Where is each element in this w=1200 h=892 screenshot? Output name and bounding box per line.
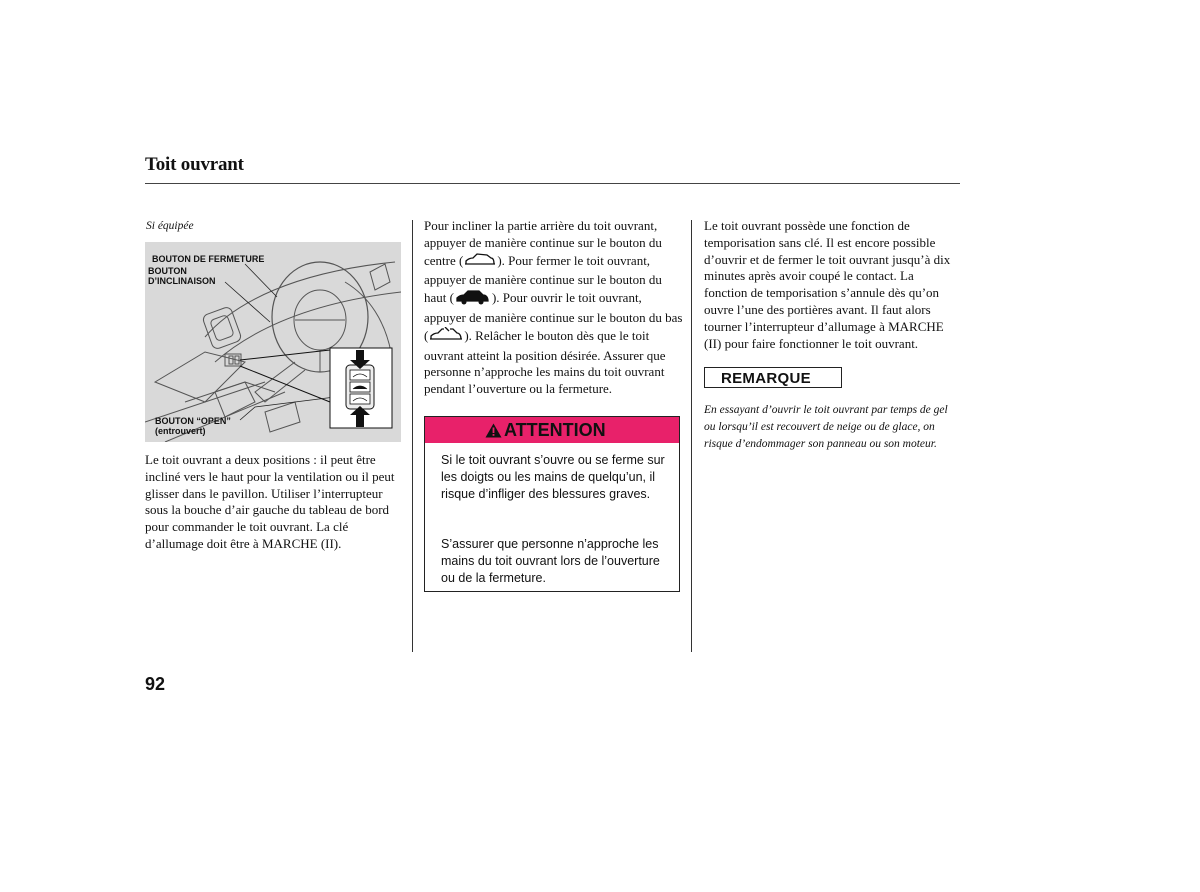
sunroof-operation-paragraph — [424, 218, 684, 398]
car-closed-icon — [454, 289, 492, 310]
sunroof-positions-paragraph: Le toit ouvrant a deux positions : il peut être incliné vers le haut pour la ventilation ou il peut glisser dans le pavillon. Utiliser l’interrupteur sous la bouche d’air gauche du tableau de bord pour commander le toit ouvrant. La clé d’allumage doit être à MARCHE (II). — [145, 452, 395, 551]
car-open-icon — [428, 327, 464, 348]
remarque-label: REMARQUE — [704, 367, 842, 388]
page-title: Toit ouvrant — [145, 154, 244, 175]
operation-text-4: ). Relâcher le bouton dès que le toit ouvrant atteint la position désirée. Assurer que personne n’approche les mains du toit ouvrant pendant l’ouverture ou la fermeture. — [424, 327, 666, 397]
figure-label-open-button: BOUTON “OPEN” (entrouvert) — [155, 416, 231, 436]
column-divider-2 — [691, 220, 692, 652]
figure-label-tilt-button: BOUTON D’INCLINAISON — [148, 266, 216, 286]
attention-paragraph-1: Si le toit ouvrant s’ouvre ou se ferme sur les doigts ou les mains de quelqu’un, il risque d’infliger des blessures graves. — [441, 453, 665, 501]
car-tilt-icon — [463, 252, 497, 273]
remarque-note: En essayant d’ouvrir le toit ouvrant par temps de gel ou lorsqu’il est recouvert de neige ou de glace, on risque d’endommager son panneau ou son moteur. — [704, 404, 948, 450]
warning-triangle-icon — [485, 419, 502, 446]
column-divider-1 — [412, 220, 413, 652]
if-equipped-note: Si équipée — [146, 220, 194, 232]
attention-warning-box — [424, 416, 680, 592]
attention-header — [425, 417, 679, 443]
attention-heading: ATTENTION — [504, 420, 606, 440]
operation-text-2: ). Pour fermer le toit ouvrant, appuyer de manière continue sur le bouton du haut ( — [424, 252, 662, 306]
attention-paragraph-2: S’assurer que personne n’approche les mains du toit ouvrant lors de l’ouverture ou de la fermeture. — [441, 537, 660, 585]
title-rule — [145, 183, 960, 184]
operation-text-1: Pour incliner la partie arrière du toit ouvrant, appuyer de manière continue sur le bouton du centre ( — [424, 218, 662, 268]
keyless-timer-paragraph: Le toit ouvrant possède une fonction de temporisation sans clé. Il est encore possible d’ouvrir et de fermer le toit ouvrant jusqu’à dix minutes après avoir coupé le contact. La fonction de temporisation s’annule dès qu’on ouvre l’une des portières avant. Il faut alors tourner l’interrupteur d’allumage à MARCHE (II) pour faire fonctionner le toit ouvrant. — [704, 218, 951, 351]
figure-label-close-button: BOUTON DE FERMETURE — [152, 254, 265, 264]
sunroof-switch-figure — [145, 242, 401, 442]
operation-text-3: ). Pour ouvrir le toit ouvrant, appuyer de manière continue sur le bouton du bas ( — [424, 290, 683, 343]
page-number: 92 — [145, 674, 166, 694]
